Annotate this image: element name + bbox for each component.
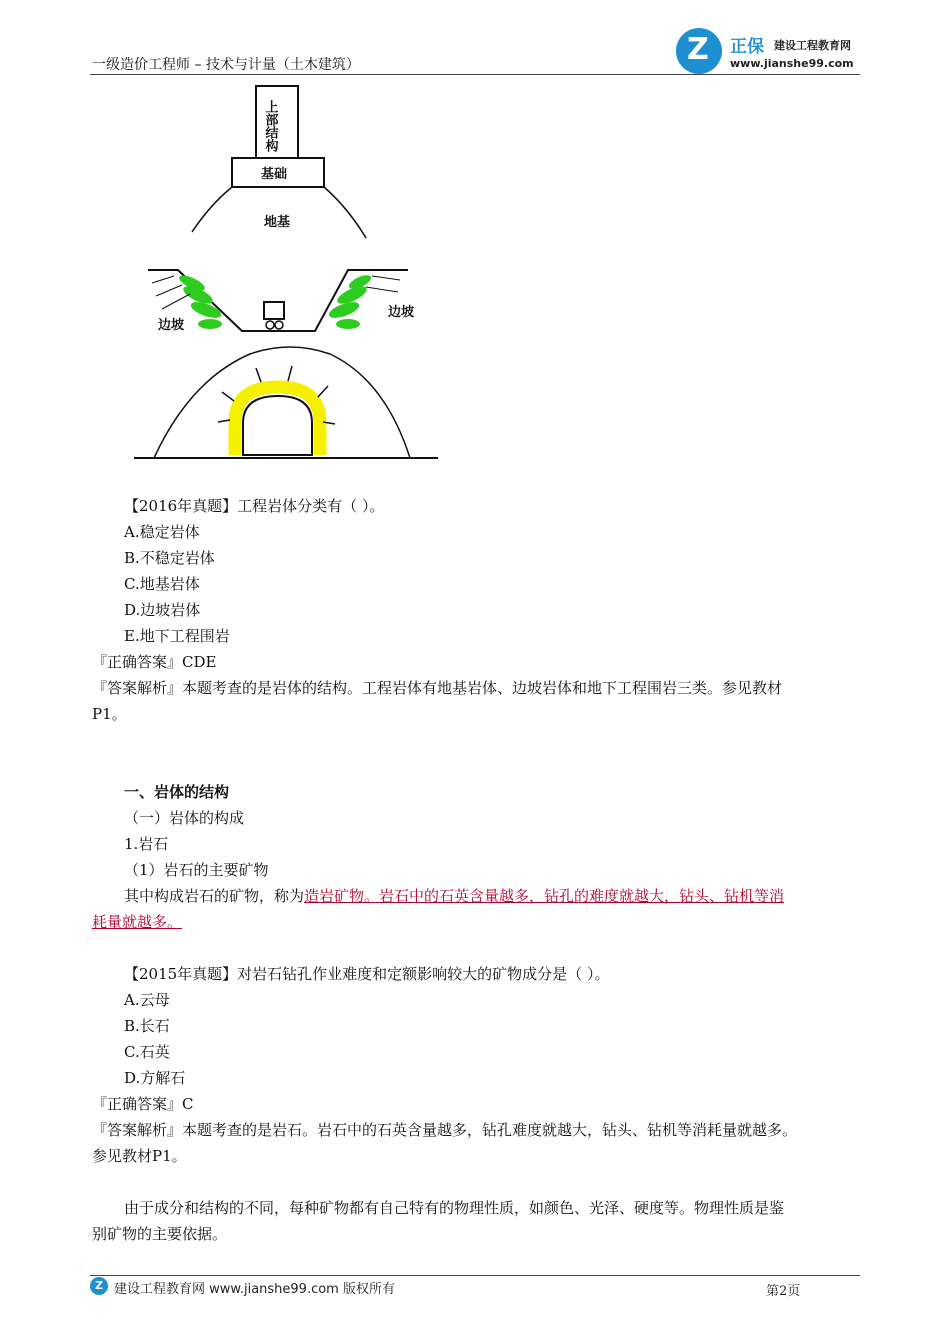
- slope-figure: [148, 270, 415, 333]
- question1-analysis-line2: P1。: [92, 705, 127, 723]
- question2-answer: 『正确答案』C: [92, 1095, 194, 1113]
- slope-label-left: 边坡: [158, 318, 185, 333]
- foundation-figure: [192, 86, 366, 238]
- question1-answer: 『正确答案』CDE: [92, 653, 217, 671]
- rock-mass-figures: [130, 80, 440, 465]
- ground-left-line: [192, 187, 232, 232]
- closing-paragraph-line1: 由于成分和结构的不同，每种矿物都有自己特有的物理性质，如颜色、光泽、硬度等。物理性质是鉴: [124, 1199, 785, 1217]
- foundation-label: 基础: [261, 167, 288, 182]
- anchor-right-1: [372, 276, 400, 280]
- anchor-left-3: [162, 294, 190, 309]
- anchor-left-1: [152, 276, 174, 283]
- header-title: 一级造价工程师 – 技术与计量（土木建筑）: [92, 57, 360, 73]
- question2-stem: 【2015年真题】对岩石钻孔作业难度和定额影响较大的矿物成分是（ ）。: [124, 965, 610, 983]
- question1-option-a: A.稳定岩体: [124, 523, 200, 541]
- ground-label: 地基: [264, 215, 291, 230]
- site-logo[interactable]: [676, 28, 866, 78]
- page-number: 第2页: [766, 1284, 801, 1299]
- question1-option-d: D.边坡岩体: [124, 601, 201, 619]
- rock-bolt-5: [218, 420, 230, 422]
- question2-option-a: A.云母: [124, 991, 170, 1009]
- green-band-left-4: [198, 319, 222, 329]
- section-paragraph-line2: 耗量就越多。: [92, 913, 183, 931]
- section-item-minerals: （1）岩石的主要矿物: [124, 861, 269, 879]
- anchor-left-2: [156, 285, 182, 296]
- superstructure-label: 上部结构: [262, 100, 278, 152]
- closing-paragraph-line2: 别矿物的主要依据。: [92, 1225, 228, 1243]
- question2-analysis-line1: 『答案解析』本题考查的是岩石。岩石中的石英含量越多，钻孔难度就越大，钻头、钻机等消耗量就越多。: [92, 1121, 798, 1139]
- footer-copyright[interactable]: 建设工程教育网 www.jianshe99.com 版权所有: [114, 1282, 395, 1297]
- footer-logo-icon: Z: [90, 1277, 108, 1295]
- rock-bolt-2: [256, 368, 261, 382]
- question2-option-c: C.石英: [124, 1043, 170, 1061]
- section-subheading: （一）岩体的构成: [124, 809, 245, 827]
- logo-icon: Z: [676, 28, 722, 74]
- vehicle-body: [264, 302, 284, 319]
- ground-right-line: [324, 187, 366, 238]
- question1-analysis-line1: 『答案解析』本题考查的是岩体的结构。工程岩体有地基岩体、边坡岩体和地下工程围岩三类。参见教材: [92, 679, 783, 697]
- rock-bolt-4: [318, 386, 328, 397]
- section-item-rock: 1.岩石: [124, 835, 169, 853]
- anchor-right-2: [366, 287, 398, 292]
- question2-option-d: D.方解石: [124, 1069, 186, 1087]
- question2-analysis-line2: 参见教材P1。: [92, 1147, 187, 1165]
- logo-brand: 正保: [730, 37, 764, 57]
- logo-url: www.jianshe99.com: [730, 57, 854, 70]
- slope-label-right: 边坡: [388, 305, 415, 320]
- logo-subtitle: 建设工程教育网: [774, 39, 851, 52]
- section-paragraph-line1: [124, 883, 784, 909]
- tunnel-figure: [134, 347, 438, 458]
- vehicle-wheel-right: [275, 321, 283, 329]
- footer-divider: [90, 1275, 860, 1276]
- question1-stem: 【2016年真题】工程岩体分类有（ ）。: [124, 497, 385, 515]
- tunnel-opening: [243, 396, 312, 455]
- paragraph-prefix: 其中构成岩石的矿物，称为: [124, 887, 305, 905]
- question1-option-e: E.地下工程围岩: [124, 627, 230, 645]
- question1-option-c: C.地基岩体: [124, 575, 200, 593]
- vehicle-wheel-left: [266, 321, 274, 329]
- question1-option-b: B.不稳定岩体: [124, 549, 215, 567]
- question2-option-b: B.长石: [124, 1017, 170, 1035]
- rock-bolt-1: [222, 392, 234, 401]
- rock-bolt-3: [288, 366, 292, 381]
- paragraph-highlight1: 造岩矿物。岩石中的石英含量越多，钻孔的难度就越大，钻头、钻机等消: [304, 887, 785, 905]
- green-band-right-4: [336, 319, 360, 329]
- section-heading: 一、岩体的结构: [124, 783, 230, 801]
